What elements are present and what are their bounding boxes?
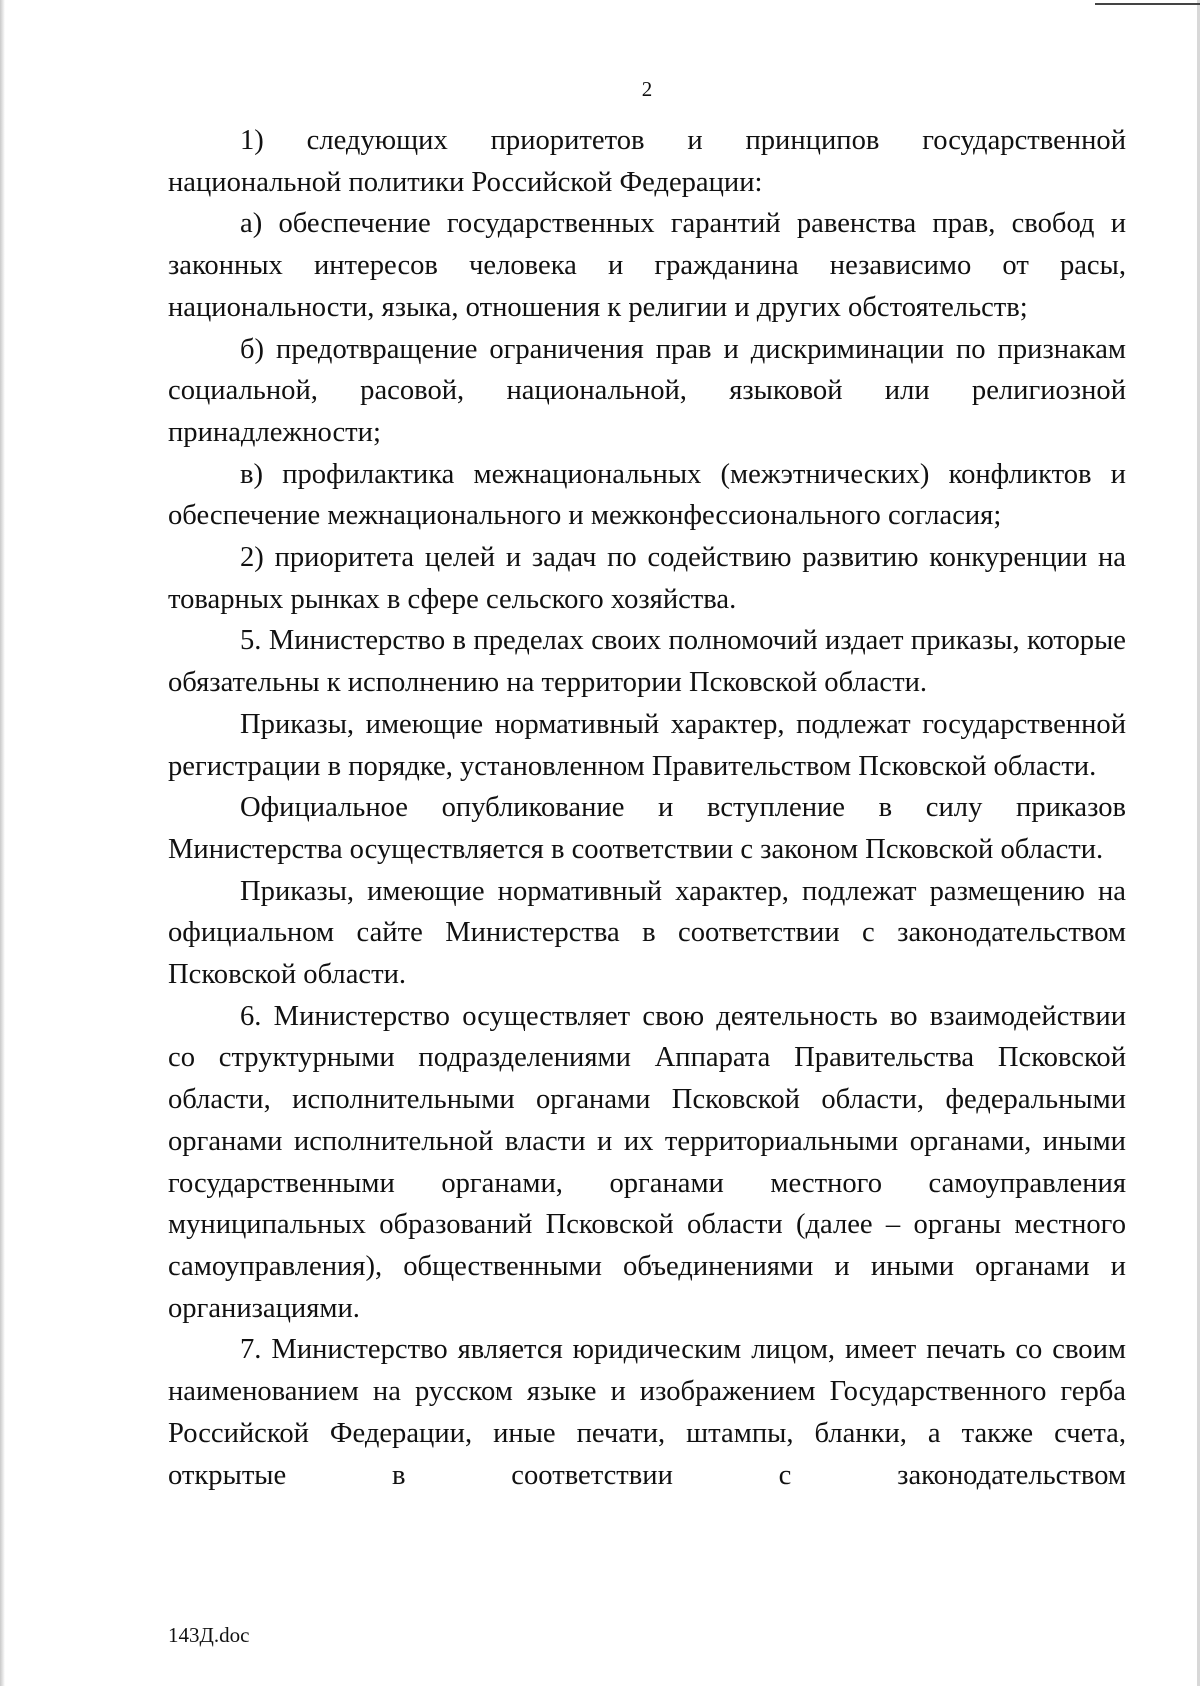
paragraph-subitem-b: б) предотвращение ограничения прав и дискриминации по признакам социальной, расовой, национальной, языковой или религиозной принадлежности; xyxy=(168,333,1126,448)
paragraph-subitem-v: в) профилактика межнациональных (межэтнических) конфликтов и обеспечение межнационального и межконфессионального согласия; xyxy=(168,458,1126,532)
paragraph-priorities-item-1: 1) следующих приоритетов и принципов государственной национальной политики Российской Федерации: xyxy=(168,125,1126,198)
scan-edge-left xyxy=(0,0,5,1686)
paragraph-orders-registration: Приказы, имеющие нормативный характер, подлежат государственной регистрации в порядке, установленном Правительством Псковской области. xyxy=(168,708,1126,782)
document-page xyxy=(168,0,1126,1686)
paragraph-orders-website: Приказы, имеющие нормативный характер, подлежат размещению на официальном сайте Министерства в соответствии с законодательством Псковской области. xyxy=(168,875,1126,991)
paragraph-clause-7: 7. Министерство является юридическим лицом, имеет печать со своим наименованием на русском языке и изображением Государственного герба Российской Федерации, иные печати, штампы, бланки, а также счета, открытые в соответствии с законодательством xyxy=(168,1334,1126,1491)
document-body xyxy=(168,120,1126,1496)
paragraph-clause-5: 5. Министерство в пределах своих полномочий издает приказы, которые обязательны к исполнению на территории Псковской области. xyxy=(168,625,1126,699)
footer-filename: 143Д.doc xyxy=(168,1623,250,1647)
paragraph-subitem-a: а) обеспечение государственных гарантий равенства прав, свобод и законных интересов человека и гражданина независимо от расы, национальности, языка, отношения к религии и других обстоятельств; xyxy=(168,208,1126,323)
paragraph-clause-6: 6. Министерство осуществляет свою деятельность во взаимодействии со структурными подразделениями Аппарата Правительства Псковской области, исполнительными органами Псковской области, федеральными органами исполнительной власти и их территориальными органами, иными государственными органами, органами местного самоуправления муниципальных образований Псковской области (далее – органы местного самоуправления), общественными объединениями и иными органами и организациями. xyxy=(168,1000,1126,1324)
paragraph-priorities-item-2: 2) приоритета целей и задач по содействию развитию конкуренции на товарных рынках в сфере сельского хозяйства. xyxy=(168,542,1126,615)
page-number: 2 xyxy=(641,77,653,101)
paragraph-orders-publication: Официальное опубликование и вступление в силу приказов Министерства осуществляется в соответствии с законом Псковской области. xyxy=(168,792,1126,865)
